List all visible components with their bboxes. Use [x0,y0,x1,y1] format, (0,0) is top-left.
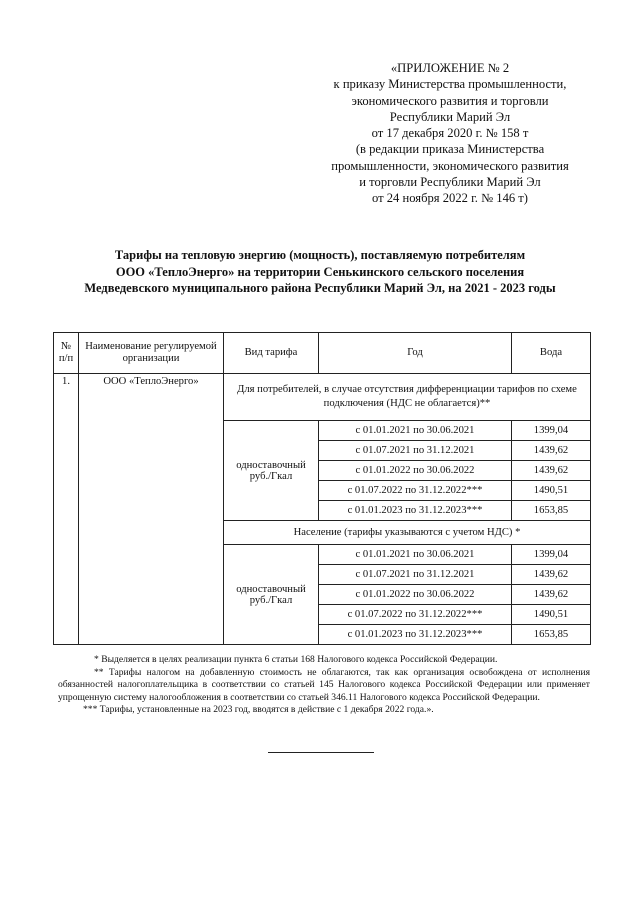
value-cell: 1399,04 [512,421,591,441]
header-water: Вода [512,333,591,374]
value-cell: 1399,04 [512,545,591,565]
tariff-type: одноставочный руб./Гкал [224,421,319,521]
header-line: Республики Марий Эл [389,109,511,124]
value-cell: 1439,62 [512,565,591,585]
header-line: к приказу Министерства промышленности, [333,77,567,92]
title-line: ООО «ТеплоЭнерго» на территории Сенькинского сельского поселения [115,264,525,279]
period-cell: с 01.07.2022 по 31.12.2022*** [319,481,512,501]
value-cell: 1653,85 [512,501,591,521]
title-line: Тарифы на тепловую энергию (мощность), поставляемую потребителям [114,248,526,262]
header-line: «ПРИЛОЖЕНИЕ № 2 [390,61,510,75]
section-caption: Население (тарифы указываются с учетом НДС) * [224,521,591,545]
header-line: и торговли Республики Марий Эл [359,175,541,190]
header-line: (в редакции приказа Министерства [355,142,545,157]
value-cell: 1439,62 [512,461,591,481]
period-cell: с 01.07.2022 по 31.12.2022*** [319,605,512,625]
header-line: от 24 ноября 2022 г. № 146 т) [371,191,529,206]
header-line: экономического развития и торговли [351,93,549,108]
period-cell: с 01.01.2023 по 31.12.2023*** [319,625,512,645]
value-cell: 1490,51 [512,481,591,501]
header-tariff-type: Вид тарифа [224,333,319,374]
tariff-table [53,332,591,645]
header-year: Год [319,333,512,374]
table-header-row [54,333,591,374]
period-cell: с 01.07.2021 по 31.12.2021 [319,441,512,461]
header-num: № п/п [54,333,79,374]
closing-rule [268,752,374,753]
header-line: от 17 декабря 2020 г. № 158 т [371,126,529,141]
title-line: Медведевского муниципального района Республики Марий Эл, на 2021 - 2023 годы [84,281,556,295]
period-cell: с 01.01.2022 по 30.06.2022 [319,461,512,481]
table-row [54,374,591,421]
value-cell: 1490,51 [512,605,591,625]
period-cell: с 01.01.2022 по 30.06.2022 [319,585,512,605]
section-caption: Для потребителей, в случае отсутствия дифференциации тарифов по схеме подключения (НДС не облагается)** [224,374,591,421]
header-line: промышленности, экономического развития [331,158,569,173]
header-org: Наименование регулируемой организации [79,333,224,374]
value-cell: 1439,62 [512,441,591,461]
document-title [40,247,600,297]
period-cell: с 01.01.2021 по 30.06.2021 [319,545,512,565]
row-number: 1. [54,374,79,645]
footnote-1: * Выделяется в целях реализации пункта 6 статьи 168 Налогового кодекса Российской Федерации. [94,654,498,665]
footnote-3: *** Тарифы, установленные на 2023 год, вводятся в действие с 1 декабря 2022 года.». [83,704,434,715]
organization-name: ООО «ТеплоЭнерго» [79,374,224,645]
value-cell: 1653,85 [512,625,591,645]
footnotes [58,654,590,717]
value-cell: 1439,62 [512,585,591,605]
period-cell: с 01.01.2021 по 30.06.2021 [319,421,512,441]
period-cell: с 01.01.2023 по 31.12.2023*** [319,501,512,521]
tariff-type: одноставочный руб./Гкал [224,545,319,645]
period-cell: с 01.07.2021 по 31.12.2021 [319,565,512,585]
appendix-header [300,60,600,207]
footnote-2: ** Тарифы налогом на добавленную стоимость не облагаются, так как организация освобождена от исполнения обязанностей налогоплательщика в соответствии со статьей 145 Налогового кодекса Российской Федерации или применяет упрощенную систему налогообложения в соответствии со статьей 346.11 Налогового кодекса Российской Федерации. [58,666,590,703]
